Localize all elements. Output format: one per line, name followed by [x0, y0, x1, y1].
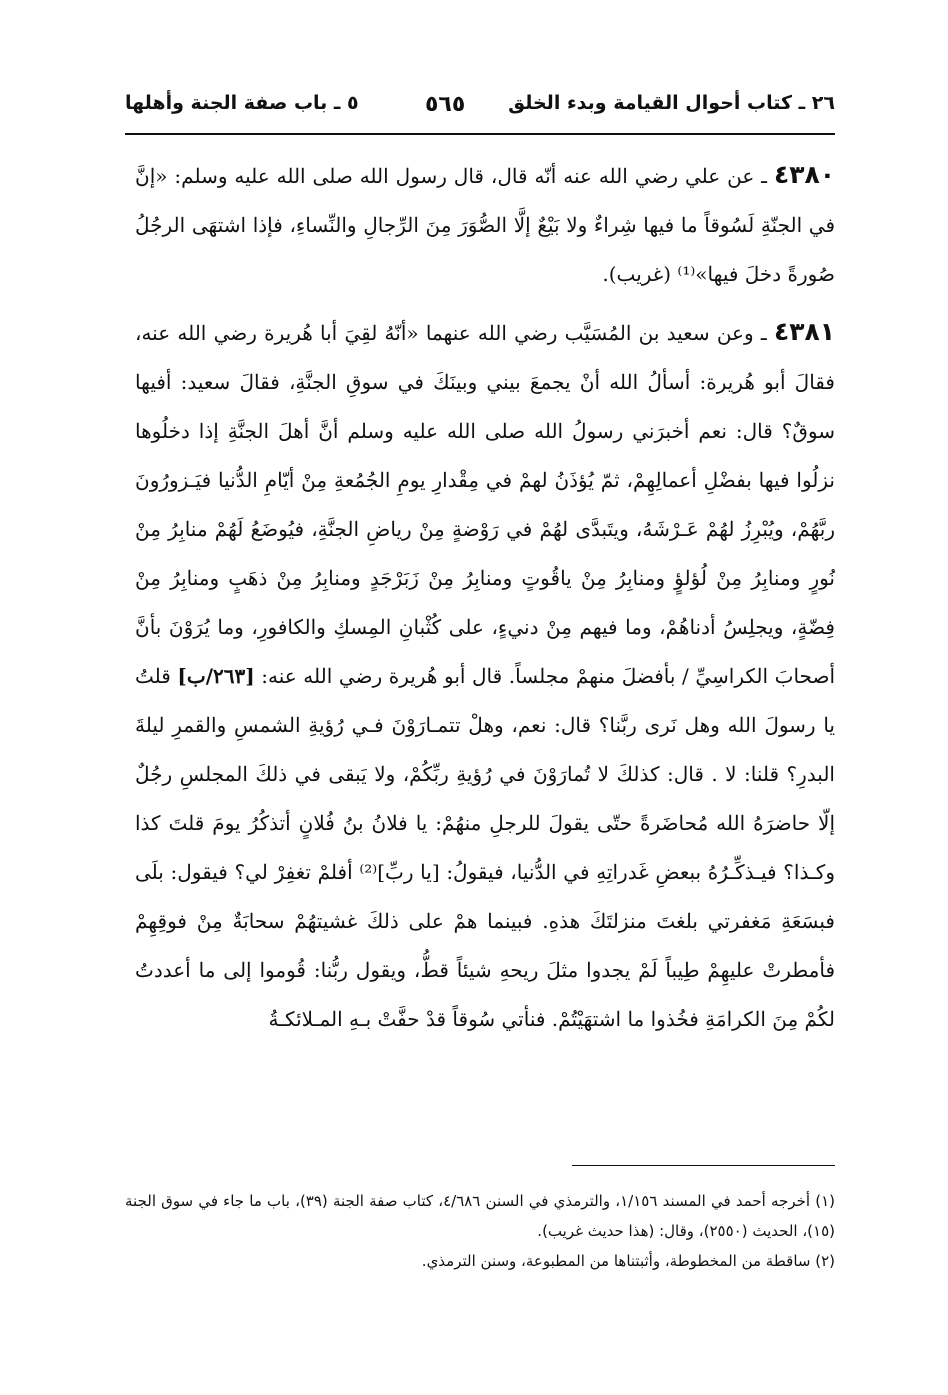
footnote-1: (١) أخرجه أحمد في المسند ١/١٥٦، والترمذي في السنن ٤/٦٨٦، كتاب صفة الجنة (٣٩)، باب ما جاء في سوق الجنة (١٥)، الحديث (٢٥٥٠)، وقال: (هذا حديث غريب). [125, 1192, 835, 1240]
hadith-text-part-2: قلتُ يا رسولَ الله وهل نَرى ربَّنا؟ قال: نعم، وهلْ تتمـارَوْنَ فـي رُؤيةِ الشمسِ والقمرِ ليلةَ البدرِ؟ قلنا: لا . قال: كذلكَ لا تُمارَوْنَ في رُؤيةِ ربِّكُمْ، ولا يَبقى في ذلكَ المجلسِ رجُلٌ إلّا حاضرَهُ الله مُحاضَرةً حتّى يقولَ للرجلِ منهُمْ: يا فلانُ بنُ فُلانٍ أتذكُرُ يومَ قلتَ كذا وكـذا؟ فيـذكِّـرُهُ ببعضِ غَدراتِهِ في الدُّنيا، فيقولُ: [يا ربِّ]⁽²⁾ أفلمْ تغفِرْ لي؟ فيقول: بلَى فبسَعَةِ مَغفرتي بلغتَ منزلتَكَ هذهِ. فبينما همْ على ذلكَ غشيتهُمْ سحابَةٌ مِنْ فوقِهِمْ فأمطرتْ عليهِمْ طِيباً لَمْ يجدوا مثلَ ريحهِ شيئاً قطُّ، ويقول ربُّنا: قُوموا إلى ما أعددتُ لكُمْ مِنَ الكرامَةِ فخُذوا ما اشتهَيْتُمْ. فنأتي سُوقاً قدْ حفَّتْ بـهِ المـلائكـةُ [135, 664, 835, 1031]
hadith-text: ـ عن علي رضي الله عنه أنّه قال، قال رسول الله صلى الله عليه وسلم: «إنَّ في الجنّةِ لَسُوقاً ما فيها شِراءٌ ولا بَيْعٌ إلَّا الصُّوَرَ مِنَ الرِّجالِ والنِّساءِ، فإذا اشتهَى الرجُلُ صُورةً دخلَ فيها»⁽¹⁾ (غريب). [135, 164, 835, 286]
hadith-text-part-1: ـ وعن سعيد بن المُسَيَّب رضي الله عنهما «أنّهُ لقِيَ أبا هُريرة رضي الله عنه، فقالَ أبو هُريرة: أسألُ الله أنْ يجمعَ بيني وبينَكَ في سوقِ الجنَّةِ، فقالَ سعيد: أفيها سوقٌ؟ قال: نعم أخبرَني رسولُ الله صلى الله عليه وسلم أنَّ أهلَ الجنَّةِ إذا دخلُوها نزلُوا فيها بفضْلِ أعمالِهِمْ، ثمّ يُؤذَنُ لهمْ في مِقْدارِ يومِ الجُمُعةِ مِنْ أيّامِ الدُّنيا فيَـزورُونَ ربَّهُمْ، ويُبْرِزُ لهُمْ عَـرْشَهُ، ويتَبدَّى لهُمْ في رَوْضةٍ مِنْ رياضِ الجنَّةِ، فيُوضَعُ لَهُمْ منابِرُ مِنْ نُورٍ ومنابِرُ مِنْ لُؤلؤٍ ومنابِرُ مِنْ ياقُوتٍ ومنابِرُ مِنْ زَبَرْجَدٍ ومنابِرُ مِنْ ذهَبٍ ومنابِرُ مِنْ فِضّةٍ، ويجلِسُ أدناهُمْ، وما فيهم مِنْ دنيءٍ، على كُثْبانِ المِسكِ والكافورِ، وما يُرَوْنَ بأنَّ أصحابَ الكراسِيِّ / بأفضلَ منهمْ مجلساً. قال أبو هُريرة رضي الله عنه: [135, 321, 835, 688]
hadith-4380 [135, 150, 835, 299]
page-number: ٥٦٥ [425, 92, 466, 117]
header-rule [125, 133, 835, 135]
running-header [125, 92, 835, 132]
main-text [135, 150, 835, 1044]
footnotes [125, 1186, 835, 1276]
folio-marker: [٢٦٣/ب] [177, 664, 255, 688]
hadith-number: ٤٣٨٠ [773, 160, 835, 189]
hadith-number: ٤٣٨١ [773, 317, 835, 346]
footnote-rule [572, 1165, 835, 1166]
footnote-2: (٢) ساقطة من المخطوطة، وأثبتناها من المطبوعة، وسنن الترمذي. [421, 1252, 835, 1270]
book-title: ٢٦ ـ كتاب أحوال القيامة وبدء الخلق [508, 92, 835, 114]
hadith-4381 [135, 307, 835, 1044]
chapter-title: ٥ ـ باب صفة الجنة وأهلها [125, 92, 359, 114]
